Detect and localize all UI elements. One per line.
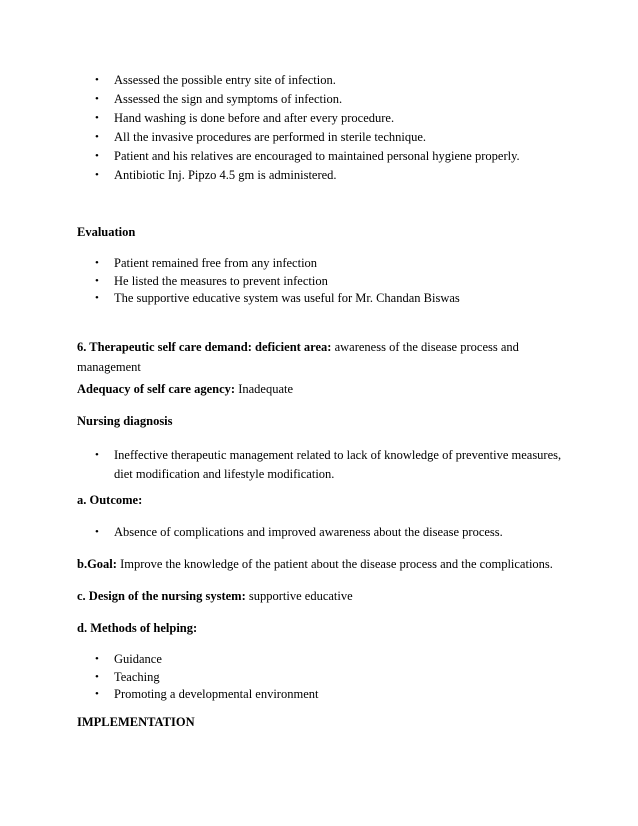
bullet-icon: • xyxy=(95,112,99,124)
list-item: • Hand washing is done before and after every procedure. xyxy=(95,111,395,125)
bullet-icon: • xyxy=(95,688,99,700)
list-item: • Absence of complications and improved awareness about the disease process. xyxy=(95,525,503,539)
bullet-icon: • xyxy=(95,670,99,683)
nursing-diagnosis-heading: Nursing diagnosis xyxy=(77,414,173,428)
section-6-paragraph: 6. Therapeutic self care demand: deficient area: awareness of the disease process and management xyxy=(77,340,519,374)
list-item: • He listed the measures to prevent infection xyxy=(95,273,328,288)
bullet-icon: • xyxy=(95,526,99,538)
list-item: • Ineffective therapeutic management related to lack of knowledge of preventive measures, diet modification and lifestyle modification. xyxy=(95,448,562,481)
methods-heading: d. Methods of helping: xyxy=(77,621,198,635)
bullet-icon: • xyxy=(95,169,99,181)
bullet-icon: • xyxy=(95,449,99,461)
design-line: c. Design of the nursing system: supportive educative xyxy=(77,589,353,603)
list-item: • Patient remained free from any infection xyxy=(95,256,318,270)
bullet-icon: • xyxy=(95,653,99,665)
goal-line: b.Goal: Improve the knowledge of the patient about the disease process and the complications. xyxy=(77,557,553,571)
bullet-icon: • xyxy=(95,93,99,105)
list-item: • Assessed the possible entry site of infection. xyxy=(95,73,336,87)
methods-list xyxy=(95,651,584,704)
bullet-icon: • xyxy=(95,74,99,86)
outcome-list xyxy=(95,524,584,542)
evaluation-list xyxy=(95,255,584,308)
bullet-icon: • xyxy=(95,292,99,304)
list-item: • The supportive educative system was useful for Mr. Chandan Biswas xyxy=(95,291,460,305)
list-item: • Assessed the sign and symptoms of infection. xyxy=(95,92,343,106)
nursing-diagnosis-list xyxy=(95,446,569,484)
list-item: • Patient and his relatives are encouraged to maintained personal hygiene properly. xyxy=(95,149,520,163)
list-item: • Guidance xyxy=(95,652,162,666)
list-item: • Antibiotic Inj. Pipzo 4.5 gm is administered. xyxy=(95,168,337,182)
care-actions-list xyxy=(95,72,594,186)
implementation-heading: IMPLEMENTATION xyxy=(77,715,195,729)
outcome-heading: a. Outcome: xyxy=(77,493,143,507)
list-item: • All the invasive procedures are performed in sterile technique. xyxy=(95,130,427,144)
list-item: • Teaching xyxy=(95,669,160,684)
bullet-icon: • xyxy=(95,150,99,162)
bullet-icon: • xyxy=(95,257,99,269)
evaluation-heading: Evaluation xyxy=(77,225,136,239)
bullet-icon: • xyxy=(95,274,99,287)
bullet-icon: • xyxy=(95,131,99,143)
list-item: • Promoting a developmental environment xyxy=(95,687,319,701)
adequacy-line: Adequacy of self care agency: Inadequate xyxy=(77,382,294,396)
